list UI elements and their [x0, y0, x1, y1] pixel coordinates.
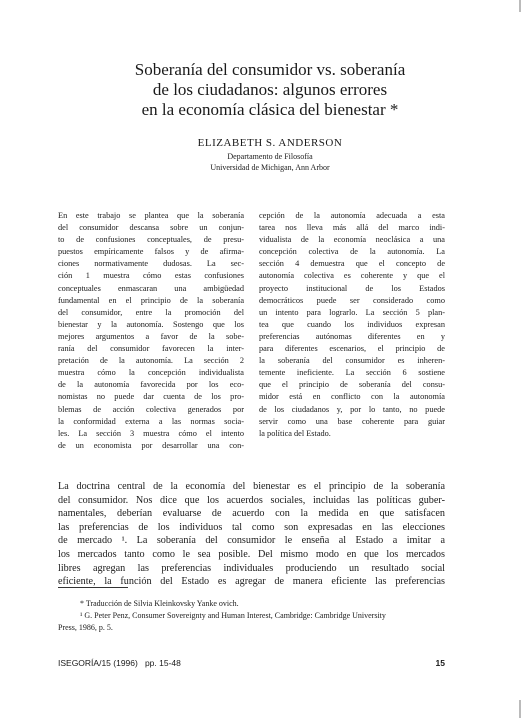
scan-edge-mark — [519, 0, 521, 12]
body-line: libres agregan las preferencias individuales produciendo un resultado social — [58, 562, 445, 574]
abstract-line: ciones normativamente dudosas. La sec- — [58, 259, 244, 269]
footnote-1: ¹ G. Peter Penz, Consumer Sovereignty and Human Interest, Cambridge: Cambridge University — [80, 611, 386, 620]
abstract-line: concepción colectiva de la autonomía. La — [259, 247, 445, 257]
body-line: los mercados tanto como le sea posible. Del mismo modo en que los mercados — [58, 548, 445, 560]
body-text — [58, 480, 445, 589]
abstract-line: les. La sección 3 muestra cómo el intento — [58, 428, 244, 438]
page-number: 15 — [435, 658, 445, 668]
abstract-line: midor está en conflicto con la autonomía — [259, 392, 445, 402]
abstract-line: ción 1 muestra cómo estas confusiones — [58, 271, 244, 281]
abstract-line: preferencias autónomas diferentes en y — [259, 331, 445, 341]
abstract-line: proyecto institucional de los Estados — [259, 283, 445, 293]
abstract-line: de la autonomía favorecida por los eco- — [58, 380, 244, 390]
abstract-line: la conformidad externa a las normas socia- — [58, 416, 244, 426]
abstract-line: un intento para lograrlo. La sección 5 plan- — [259, 307, 445, 317]
author-name: ELIZABETH S. ANDERSON — [197, 137, 343, 149]
abstract-line: la política del Estado. — [259, 428, 331, 438]
body-line: eficiente, la función del Estado es agregar de manera eficiente las preferencias — [58, 576, 445, 588]
abstract-line: que el principio de soberanía del consu- — [259, 380, 445, 390]
footnotes — [58, 598, 445, 634]
abstract-line: de los ciudadanos y, por lo tanto, no puede — [259, 404, 445, 414]
abstract-line: bienestar y la autonomía. Sostengo que los — [58, 319, 244, 329]
abstract-line: En este trabajo se plantea que la soberanía — [58, 211, 244, 220]
body-line: del consumidor. Nos dice que los acuerdos sociales, incluidas las políticas guber- — [58, 494, 445, 506]
abstract-left-column — [58, 210, 244, 452]
abstract-line: muestra cómo la concepción individualista — [58, 368, 244, 378]
abstract-line: la soberanía del consumidor es inheren- — [259, 356, 445, 366]
title-line: de los ciudadanos: algunos errores — [152, 80, 388, 99]
body-line: La doctrina central de la economía del bienestar es el principio de la soberanía — [58, 481, 445, 492]
abstract-line: temente ineficiente. La sección 6 sostiene — [259, 368, 445, 378]
abstract-line: de un economista por desarrollar una con- — [58, 440, 244, 450]
journal-name: ISEGORÍA/15 (1996) — [58, 658, 138, 668]
abstract-line: autonomía colectiva es coherente y que el — [259, 271, 445, 281]
abstract-right-column — [259, 210, 445, 440]
footnote-translation: * Traducción de Silvia Kleinkovsky Yanke ovich. — [80, 599, 239, 608]
footer-citation — [58, 658, 181, 668]
abstract-line: blemas de acción colectiva generados por — [58, 404, 244, 414]
abstract-line: democráticos puede ser considerado como — [259, 295, 445, 305]
body-line: namentales, deberían evaluarse de acuerdo con la medida en que satisfacen — [58, 508, 445, 520]
abstract-line: fundamental en el principio de la soberanía — [58, 295, 244, 305]
footnote-divider — [58, 587, 128, 588]
abstract-line: puestos empíricamente falsos y de afirma- — [58, 247, 244, 257]
abstract-line: tea que cuando los individuos expresan — [259, 319, 445, 329]
title-line: Soberanía del consumidor vs. soberanía — [134, 60, 406, 79]
body-line: de mercado ¹. La soberanía del consumidor le enseña al Estado a imitar a — [58, 535, 445, 547]
abstract-line: vidualista de la economía neoclásica a una — [259, 235, 445, 245]
abstract-line: servir como una base coherente para guiar — [259, 416, 445, 426]
abstract-line: mejores argumentos a favor de la sobe- — [58, 331, 244, 341]
abstract-line: conceptuales enmascaran una ambigüedad — [58, 283, 244, 293]
author-affiliation — [60, 151, 480, 173]
abstract-line: para diferentes escenarios, el principio de — [259, 344, 445, 354]
abstract-line: cepción de la autonomía adecuada a esta — [259, 211, 445, 220]
scan-edge-mark — [519, 700, 521, 718]
body-line: las preferencias de los individuos tal como son expresadas en las elecciones — [58, 521, 445, 533]
footnote-1-continued: Press, 1986, p. 5. — [58, 623, 113, 632]
abstract-line: pretación de la autonomía. La sección 2 — [58, 356, 244, 366]
abstract-line: del consumidor descansa sobre un conjun- — [58, 223, 244, 233]
affiliation-line: Universidad de Michigan, Ann Arbor — [210, 163, 330, 172]
abstract-line: sección 4 demuestra que el concepto de — [259, 259, 445, 269]
abstract-line: ranía del consumidor favorecen la inter- — [58, 344, 244, 354]
abstract-line: tarea nos lleva más allá del marco indi- — [259, 223, 445, 233]
abstract-line: to de confusiones conceptuales, de presu- — [58, 235, 244, 245]
article-title — [60, 60, 480, 120]
abstract-line: nomistas no puede dar cuenta de los pro- — [58, 392, 244, 402]
title-line: en la economía clásica del bienestar * — [141, 100, 399, 119]
abstract-line: del consumidor, entre la promoción del — [58, 307, 244, 317]
affiliation-line: Departamento de Filosofía — [227, 152, 313, 161]
page-range: pp. 15-48 — [144, 658, 181, 668]
